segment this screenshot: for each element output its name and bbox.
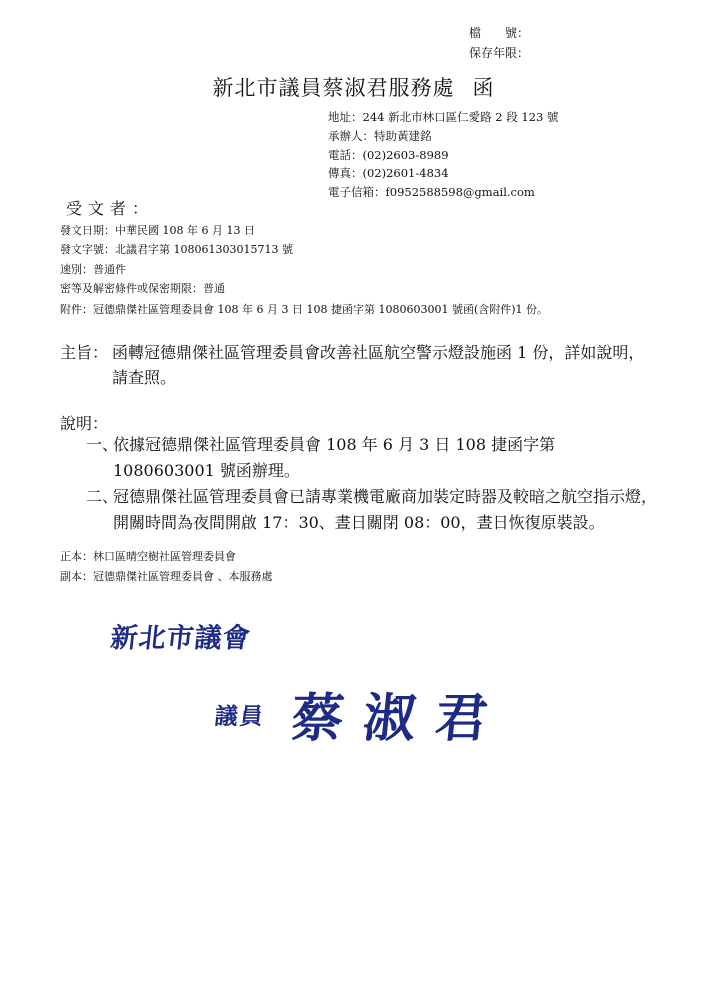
- retention-period-label: 保存年限：: [468, 46, 529, 60]
- subject-text: 函轉冠德鼎傑社區管理委員會改善社區航空警示燈設施函 1 份，詳如說明，請查照。: [112, 343, 645, 387]
- document-title: [0, 72, 707, 102]
- contact-phone: 電話：(02)2603-8989: [328, 148, 449, 162]
- seal-title: 議員: [213, 703, 267, 730]
- issue-date: 發文日期：中華民國 108 年 6 月 13 日: [60, 224, 255, 237]
- seal-councillor-name: 蔡淑君: [288, 688, 511, 749]
- item-number: 一、: [86, 435, 119, 454]
- seal-council-name: 新北市議會: [109, 623, 253, 654]
- item-number: 二、: [86, 487, 119, 506]
- item-text: 依據冠德鼎傑社區管理委員會 108 年 6 月 3 日 108 捷函字第 1080603001 號函辦理。: [113, 435, 556, 480]
- issuing-office: 新北市議員蔡淑君服務處: [212, 76, 455, 100]
- contact-address: 地址：244 新北市林口區仁愛路 2 段 123 號: [328, 110, 559, 124]
- explanation-label: 說明：: [60, 414, 109, 433]
- document-type: 函: [472, 76, 495, 100]
- document-number: 發文字號：北議君字第 108061303015713 號: [60, 243, 293, 256]
- copy-recipients: 副本：冠德鼎傑社區管理委員會 、本服務處: [60, 570, 273, 583]
- contact-email: 電子信箱：f0952588598@gmail.com: [328, 185, 535, 199]
- item-text: 冠德鼎傑社區管理委員會已請專業機電廠商加裝定時器及較暗之航空指示燈，開關時間為夜間開啟 17：30、晝日關閉 08：00，晝日恢復原裝設。: [113, 487, 658, 532]
- security-level: 密等及解密條件或保密期限：普通: [60, 282, 225, 295]
- delivery-speed: 速別：普通件: [60, 263, 126, 276]
- attachment-note: 附件：冠德鼎傑社區管理委員會 108 年 6 月 3 日 108 捷函字第 1080603001 號函(含附件)1 份。: [60, 303, 549, 316]
- contact-fax: 傳真：(02)2601-4834: [328, 166, 449, 180]
- main-recipient: 正本：林口區晴空樹社區管理委員會: [60, 550, 236, 563]
- file-number-label: 檔 號：: [468, 26, 529, 40]
- subject-label: 主旨：: [60, 343, 109, 362]
- recipient-label: 受文者：: [66, 199, 155, 218]
- contact-handler: 承辦人：特助黃建銘: [328, 129, 432, 143]
